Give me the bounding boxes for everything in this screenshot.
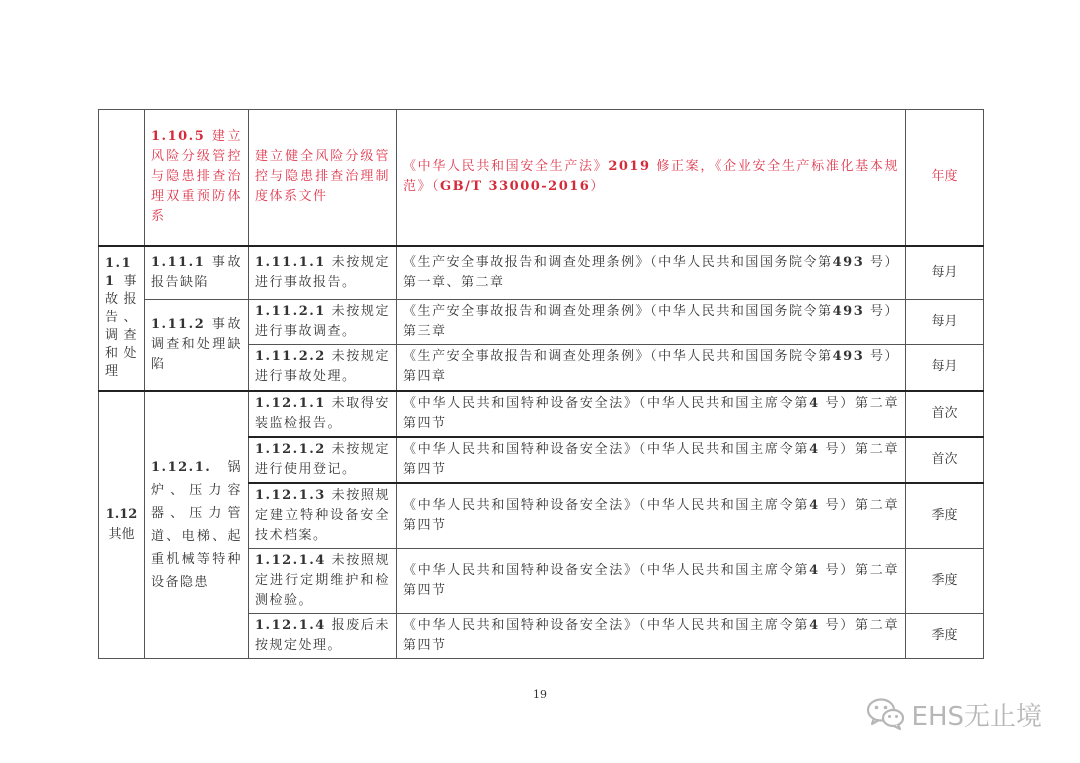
detail-cell: 1.11.2.2 未按规定进行事故处理。	[249, 345, 397, 391]
basis-cell: 《中华人民共和国特种设备安全法》（中华人民共和国主席令第4 号）第二章第四节	[397, 437, 906, 483]
watermark	[866, 694, 1042, 734]
detail-cell: 建立健全风险分级管控与隐患排查治理制度体系文件	[249, 110, 397, 246]
frequency-cell: 每月	[906, 300, 984, 345]
detail-cell: 1.12.1.2 未按规定进行使用登记。	[249, 437, 397, 483]
item-cell: 1.11.1 事故报告缺陷	[145, 246, 249, 300]
item-cell: 1.11.2 事故调查和处理缺陷	[145, 300, 249, 391]
frequency-cell: 首次	[906, 391, 984, 437]
detail-cell: 1.12.1.4 报废后未按规定处理。	[249, 613, 397, 658]
detail-cell: 1.12.1.3 未按照规定建立特种设备安全技术档案。	[249, 483, 397, 549]
basis-cell: 《生产安全事故报告和调查处理条例》（中华人民共和国国务院令第493 号）第三章	[397, 300, 906, 345]
basis-cell: 《中华人民共和国特种设备安全法》（中华人民共和国主席令第4 号）第二章第四节	[397, 391, 906, 437]
table-row	[99, 110, 984, 246]
detail-cell: 1.12.1.4 未按照规定进行定期维护和检测检验。	[249, 548, 397, 613]
frequency-cell: 季度	[906, 613, 984, 658]
detail-cell: 1.11.1.1 未按规定进行事故报告。	[249, 246, 397, 300]
basis-cell: 《中华人民共和国特种设备安全法》（中华人民共和国主席令第4 号）第二章第四节	[397, 483, 906, 549]
frequency-cell: 年度	[906, 110, 984, 246]
item-cell: 1.10.5 建立风险分级管控与隐患排查治理双重预防体系	[145, 110, 249, 246]
category-cell: 1.12 其他	[99, 391, 145, 659]
basis-cell: 《中华人民共和国特种设备安全法》（中华人民共和国主席令第4 号）第二章第四节	[397, 613, 906, 658]
frequency-cell: 季度	[906, 483, 984, 549]
category-cell-empty	[99, 110, 145, 246]
item-cell: 1.12.1.锅炉、压力容器、压力管道、电梯、起重机械等特种设备隐患	[145, 391, 249, 659]
wechat-icon	[866, 697, 906, 731]
table-row	[99, 300, 984, 345]
frequency-cell: 季度	[906, 548, 984, 613]
basis-cell: 《中华人民共和国特种设备安全法》（中华人民共和国主席令第4 号）第二章第四节	[397, 548, 906, 613]
hazard-table	[98, 109, 984, 659]
frequency-cell: 首次	[906, 437, 984, 483]
table-row	[99, 246, 984, 300]
page-number: 19	[533, 688, 547, 701]
basis-cell: 《生产安全事故报告和调查处理条例》（中华人民共和国国务院令第493 号）第一章、第二章	[397, 246, 906, 300]
basis-cell: 《中华人民共和国安全生产法》2019 修正案，《企业安全生产标准化基本规范》（GB/T 33000-2016）	[397, 110, 906, 246]
category-cell: 1.11事故报告、调查和处理	[99, 246, 145, 391]
detail-cell: 1.12.1.1 未取得安装监检报告。	[249, 391, 397, 437]
frequency-cell: 每月	[906, 246, 984, 300]
detail-cell: 1.11.2.1 未按规定进行事故调查。	[249, 300, 397, 345]
frequency-cell: 每月	[906, 345, 984, 391]
watermark-text: EHS无止境	[911, 701, 1042, 732]
table-row	[99, 391, 984, 437]
basis-cell: 《生产安全事故报告和调查处理条例》（中华人民共和国国务院令第493 号）第四章	[397, 345, 906, 391]
